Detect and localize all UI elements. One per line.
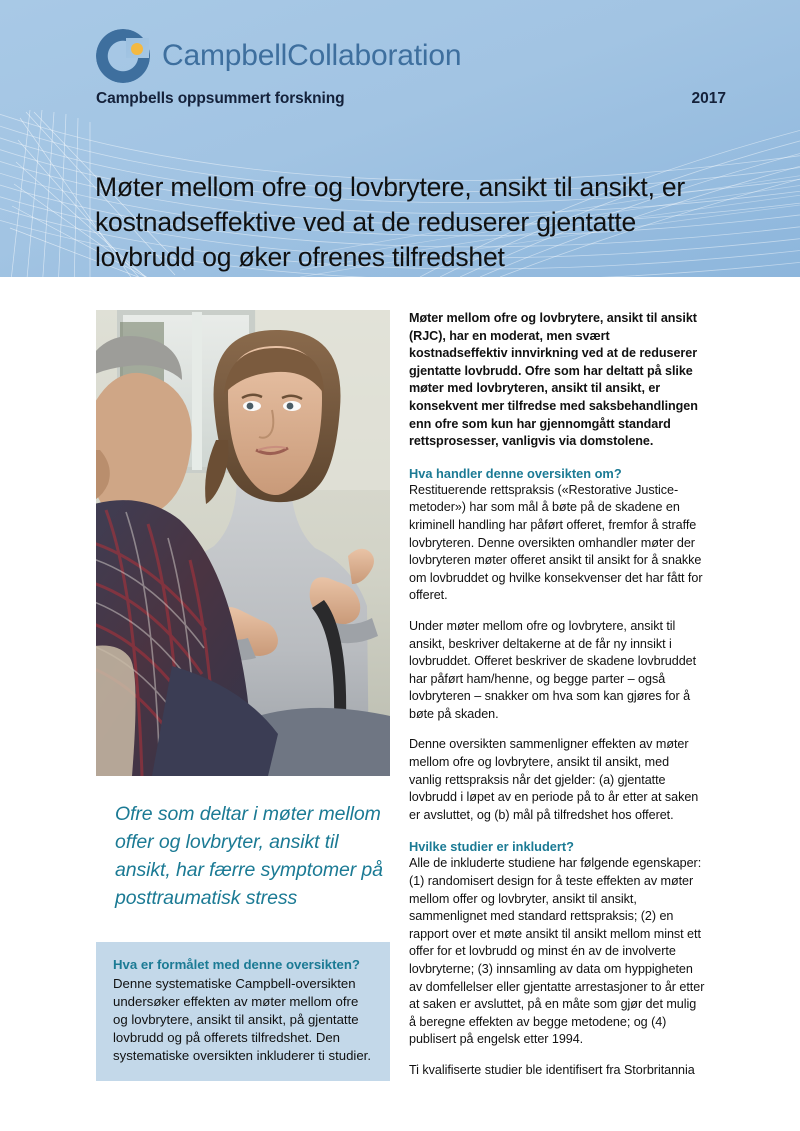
logo-dot-icon bbox=[131, 43, 143, 55]
cover-photo bbox=[96, 310, 390, 776]
section-heading-2: Hvilke studier er inkludert? bbox=[409, 839, 574, 855]
section-2-paragraph-1: Alle de inkluderte studiene har følgende egenskaper: (1) randomisert design for å teste effekten av møter mellom offer og lovbryter, ansikt til ansikt, sammenlignet med standard rettspraksis; (2) en rapport over et møte ansikt til ansikt mellom minst ett offer for et lovbrudd og minst én av de involverte lovbryterne; (3) innsamling av data om hyppigheten av domfellelser eller gjentatte arrestasjoner to år etter at saken er avsluttet, på en måte som gjør det mulig å beregne effekten av begge metodene; og (4) publisert på engelsk etter 1994. bbox=[409, 856, 705, 1047]
lead-paragraph: Møter mellom ofre og lovbrytere, ansikt til ansikt (RJC), har en moderat, men svært kostnadseffektiv innvirkning ved at de reduserer gjentatte lovbrudd. Ofre som har deltatt på slike møter med lovbryteren, ansikt til ansikt, er konsekvent mer tilfredse med saksbehandlingen enn ofre som kun har gjennomgått standard rettsprosesser, vanligvis via domstolene. bbox=[409, 311, 698, 449]
right-column bbox=[409, 310, 705, 1080]
brand-name: CampbellCollaboration bbox=[162, 39, 462, 72]
header-banner bbox=[0, 0, 800, 277]
section-1-paragraph-3: Denne oversikten sammenligner effekten av møter mellom ofre og lovbrytere, ansikt til ansikt, med vanlig rettspraksis når det gjelder: (a) gjentatte lovbrudd i løpet av en periode på to år etter at saken er avsluttet, og (b) mål på tilfredshet hos offeret. bbox=[409, 737, 699, 822]
infobox-heading: Hva er formålet med denne oversikten? bbox=[113, 957, 360, 972]
pull-quote: Ofre som deltar i møter mellom offer og lovbryter, ansikt til ansikt, har færre symptomer på posttraumatisk stress bbox=[115, 803, 383, 909]
left-column bbox=[96, 310, 390, 1081]
infobox-body: Denne systematiske Campbell-oversikten undersøker effekten av møter mellom ofre og lovbrytere, ansikt til ansikt, på gjentatte lovbrudd og på offerets tilfredshet. Den systematiske oversikten inkluderer ti studier. bbox=[113, 976, 371, 1063]
section-2-paragraph-2: Ti kvalifiserte studier ble identifisert fra Storbritannia bbox=[409, 1062, 695, 1077]
section-1-paragraph-2: Under møter mellom ofre og lovbrytere, ansikt til ansikt, beskriver deltakerne at de får ny innsikt i lovbruddet. Offeret beskriver de skadene lovbruddet har påført ham/henne, og begge parter – også lovbryteren – snakker om hva som kan gjøres for å bøte på skaden. bbox=[409, 618, 697, 721]
purpose-infobox bbox=[96, 942, 390, 1081]
series-label: Campbells oppsummert forskning bbox=[96, 90, 345, 107]
page-title: Møter mellom ofre og lovbrytere, ansikt til ansikt, er kostnadseffektive ved at de reduserer gjentatte lovbrudd og øker ofrenes tilfredshet bbox=[95, 171, 686, 272]
photo-illustration bbox=[96, 310, 390, 776]
section-heading-1: Hva handler denne oversikten om? bbox=[409, 465, 622, 481]
brand-logo bbox=[96, 28, 461, 84]
publication-year: 2017 bbox=[691, 90, 726, 107]
campbell-c-logo-icon bbox=[96, 29, 150, 83]
section-1-paragraph-1: Restituerende rettspraksis («Restorative Justice-metoder») har som mål å bøte på de skadene en kriminell handling har påført offeret, fremfor å straffe lovbryteren. Denne oversikten omhandler møter der lovbryteren møter offeret ansikt til ansikt for å snakke om lovbruddet og hvilke konsekvenser det har fått for offeret. bbox=[409, 482, 703, 603]
